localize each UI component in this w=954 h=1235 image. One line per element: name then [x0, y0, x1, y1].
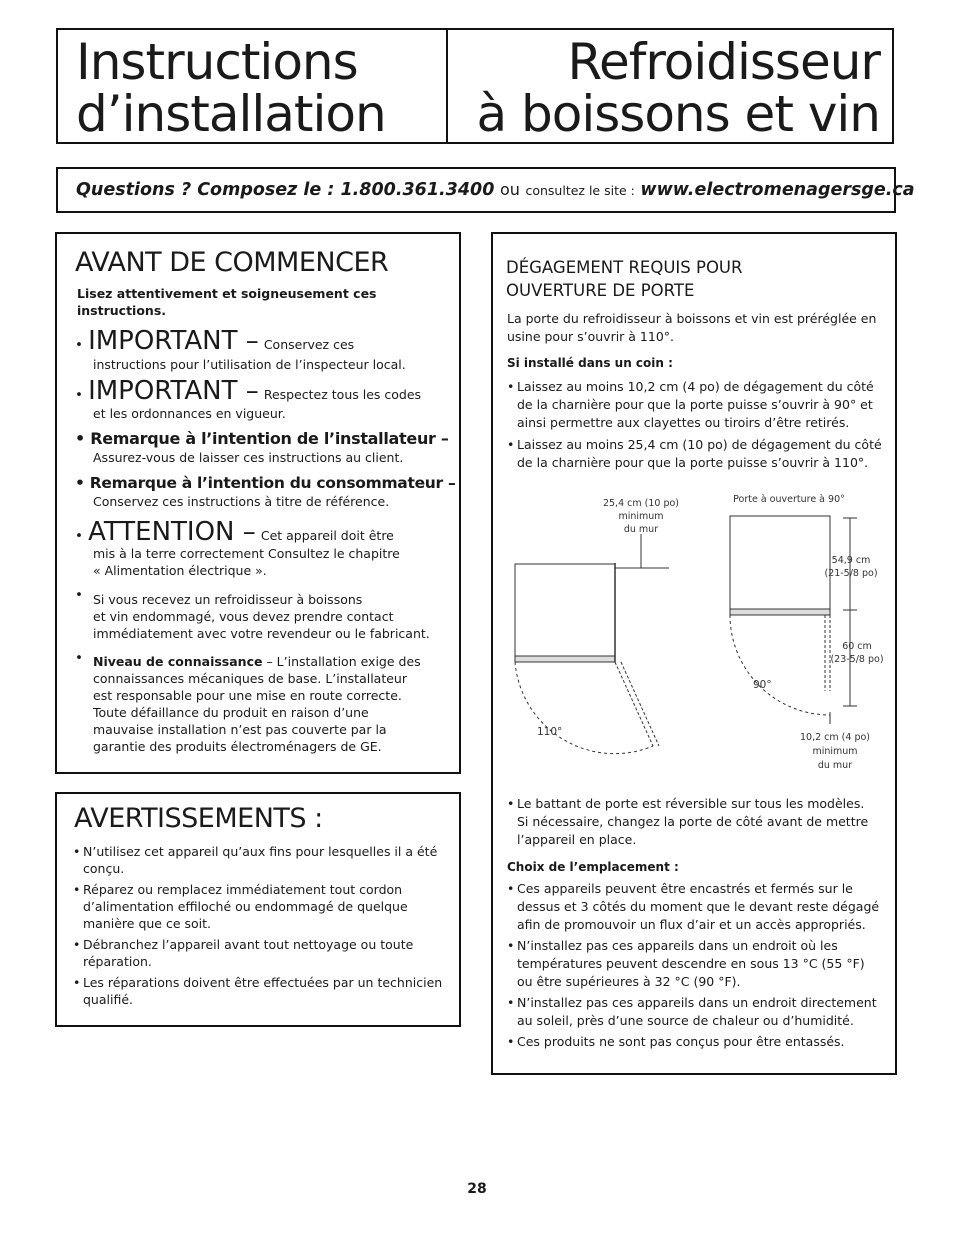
installer-text: Assurez-vous de laisser ces instructions au client.: [93, 450, 404, 465]
bullet: •: [75, 528, 83, 544]
consumer-label: Remarque à l’intention du consommateur –: [89, 474, 456, 492]
list-item-line: Ces appareils peuvent être encastrés et fermés sur le: [517, 881, 853, 896]
page-header: [56, 28, 894, 144]
header-divider: [446, 30, 448, 142]
label-254-b: minimum: [618, 511, 664, 522]
niveau-line1: [93, 653, 421, 671]
bullet: •: [75, 474, 85, 492]
header-title-right: [476, 33, 880, 143]
important1-label: IMPORTANT –: [88, 326, 259, 356]
list-item-line: Ces produits ne sont pas conçus pour être entassés.: [517, 1034, 845, 1049]
degagement-title-line2: OUVERTURE DE PORTE: [506, 281, 695, 300]
question-bar: [56, 167, 915, 213]
bullet: •: [75, 387, 83, 403]
avant-intro: Lisez attentivement et soigneusement ces instructions.: [77, 286, 377, 318]
header-right-line2: à boissons et vin: [476, 85, 880, 143]
damaged-text-b: et vin endommagé, vous devez prendre contact: [93, 609, 394, 624]
bullet: •: [75, 587, 83, 603]
list-item-line: de la charnière pour que la porte puisse s’ouvrir à 110°.: [517, 455, 869, 470]
list-item-line: températures peuvent descendre en sous 13 °C (55 °F): [517, 956, 865, 971]
page-number: 28: [467, 1181, 487, 1197]
degagement-intro-a: La porte du refroidisseur à boissons et vin est préréglée en: [507, 311, 877, 326]
important2-text-b: et les ordonnances en vigueur.: [93, 406, 286, 421]
list-item-line: N’installez pas ces appareils dans un endroit directement: [517, 995, 877, 1010]
damaged-text-c: immédiatement avec votre revendeur ou le fabricant.: [93, 626, 430, 641]
phone-question: Questions ? Composez le : 1.800.361.3400: [76, 180, 495, 200]
label-102-c: du mur: [817, 760, 853, 771]
niveau-text-b: connaissances mécaniques de base. L’installateur: [93, 671, 407, 686]
important1-item: [75, 327, 354, 355]
bullet: •: [73, 975, 81, 990]
label-90-title: Porte à ouverture à 90°: [733, 494, 845, 505]
attention-label: ATTENTION –: [88, 517, 256, 547]
list-item-line: conçu.: [83, 861, 125, 876]
niveau-text-f: garantie des produits électroménagers de GE.: [93, 739, 382, 754]
avant-title: AVANT DE COMMENCER: [75, 247, 389, 278]
clearance-diagram: [493, 484, 895, 784]
header-right-line1: Refroidisseur: [567, 33, 880, 91]
reversible-b: Si nécessaire, changez la porte de côté avant de mettre: [517, 814, 869, 829]
list-item-line: N’utilisez cet appareil qu’aux fins pour lesquelles il a été: [83, 844, 438, 859]
avant-de-commencer-box: [55, 232, 461, 774]
damaged-text-a: Si vous recevez un refroidisseur à boissons: [93, 592, 363, 607]
label-549-a: 54,9 cm: [831, 555, 871, 566]
question-line: [76, 180, 915, 200]
installer-item: [75, 429, 449, 449]
list-item-line: afin de promouvoir un flux d’air et un accès appropriés.: [517, 917, 866, 932]
right-fridge-body: [730, 516, 830, 609]
list-item-line: dessus et 3 côtés du moment que le devant reste dégagé: [517, 899, 880, 914]
important2-item: [75, 377, 421, 405]
list-item-line: Laissez au moins 25,4 cm (10 po) de dégagement du côté: [517, 437, 882, 452]
left-fridge-door: [515, 656, 615, 662]
left-fridge-body: [515, 564, 615, 656]
attention-text-a: Cet appareil doit être: [260, 528, 394, 543]
choix-label: Choix de l’emplacement :: [507, 860, 679, 874]
bullet: •: [507, 437, 515, 452]
bullet: •: [507, 379, 515, 394]
bullet: •: [75, 650, 83, 666]
list-item-line: Laissez au moins 10,2 cm (4 po) de dégagement du côté: [517, 379, 874, 394]
header-left-line1: Instructions: [76, 33, 358, 91]
niveau-label: Niveau de connaissance: [93, 654, 263, 669]
list-item-line: Réparez ou remplacez immédiatement tout cordon: [83, 882, 403, 897]
niveau-text-a: – L’installation exige des: [266, 654, 421, 669]
label-102-a: 10,2 cm (4 po): [800, 732, 870, 743]
consumer-item: [75, 473, 455, 493]
attention-item: [75, 518, 394, 546]
left-open-door: [615, 662, 653, 746]
list-item-line: réparation.: [83, 954, 152, 969]
bullet: •: [75, 429, 85, 448]
list-item-line: qualifié.: [83, 992, 133, 1007]
attention-text-b: mis à la terre correctement Consultez le chapitre: [93, 546, 400, 561]
degagement-box: [491, 232, 897, 1075]
reversible-a: Le battant de porte est réversible sur tous les modèles.: [517, 796, 865, 811]
important1-text-b: instructions pour l’utilisation de l’inspecteur local.: [93, 357, 406, 372]
degagement-intro-b: usine pour s’ouvrir à 110°.: [507, 329, 675, 344]
important2-label: IMPORTANT –: [88, 376, 259, 406]
list-item-line: Les réparations doivent être effectuées par un technicien: [83, 975, 443, 990]
ou-text: ou: [499, 180, 520, 199]
list-item-line: d’alimentation effiloché ou endommagé de quelque: [83, 899, 408, 914]
bullet: •: [507, 881, 515, 896]
bullet: •: [75, 337, 83, 353]
bullet: •: [73, 937, 81, 952]
label-549-b: (21-5/8 po): [824, 568, 878, 579]
corner-label: Si installé dans un coin :: [507, 356, 673, 370]
list-item-line: N’installez pas ces appareils dans un endroit où les: [517, 938, 838, 953]
label-110: 110°: [537, 726, 563, 738]
bullet: •: [507, 938, 515, 953]
bullet: •: [507, 1034, 515, 1049]
label-102-b: minimum: [812, 746, 858, 757]
bullet: •: [73, 882, 81, 897]
label-254-a: 25,4 cm (10 po): [602, 498, 680, 509]
consumer-text: Conservez ces instructions à titre de référence.: [93, 494, 390, 509]
avertissements-box: [55, 792, 461, 1027]
avertissements-title: AVERTISSEMENTS :: [74, 803, 323, 834]
label-254-c: du mur: [623, 524, 659, 535]
list-item-line: Débranchez l’appareil avant tout nettoyage ou toute: [83, 937, 414, 952]
niveau-text-c: est responsable pour une mise en route correcte.: [93, 688, 402, 703]
list-item-line: ainsi permettre aux clayettes ou tiroirs d’être retirés.: [517, 415, 850, 430]
degagement-title-line1: DÉGAGEMENT REQUIS POUR: [506, 258, 743, 277]
bullet: •: [507, 995, 515, 1010]
header-left-line2: d’installation: [76, 85, 386, 143]
list-item-line: au soleil, près d’une source de chaleur ou d’humidité.: [517, 1013, 854, 1028]
niveau-text-d: Toute défaillance du produit en raison d’une: [93, 705, 369, 720]
niveau-text-e: mauvaise installation n’est pas couverte par la: [93, 722, 387, 737]
bullet: •: [73, 844, 81, 859]
right-swing-arc: [730, 615, 830, 715]
right-fridge-door: [730, 609, 830, 615]
label-60-a: 60 cm: [842, 641, 872, 652]
installer-label: Remarque à l’intention de l’installateur –: [90, 429, 449, 448]
label-60-b: (23-5/8 po): [830, 654, 884, 665]
bullet: •: [507, 796, 515, 811]
list-item-line: de la charnière pour que la porte puisse s’ouvrir à 90° et: [517, 397, 873, 412]
website-link[interactable]: www.electromenagersge.ca: [640, 180, 915, 200]
reversible-c: l’appareil en place.: [517, 832, 637, 847]
list-item-line: ou être supérieures à 32 °C (90 °F).: [517, 974, 741, 989]
important2-text-a: Respectez tous les codes: [263, 387, 422, 402]
consultez-text: consultez le site :: [525, 183, 635, 198]
degagement-title: [506, 256, 742, 302]
left-swing-arc: [515, 662, 653, 754]
attention-text-c: « Alimentation électrique ».: [93, 563, 267, 578]
important1-text-a: Conservez ces: [263, 337, 355, 352]
header-title-left: [76, 33, 386, 143]
list-item-line: manière que ce soit.: [83, 916, 212, 931]
label-90: 90°: [753, 679, 772, 691]
